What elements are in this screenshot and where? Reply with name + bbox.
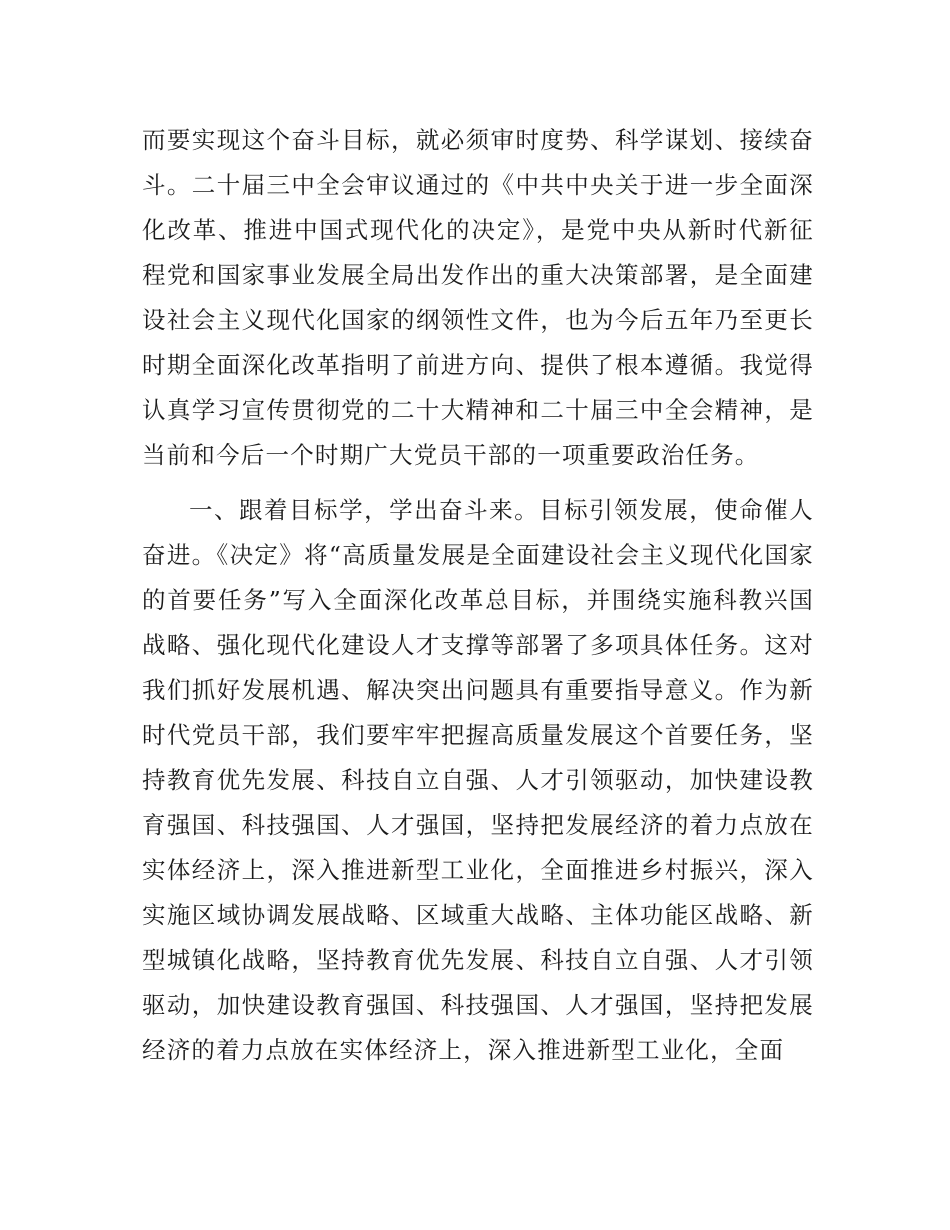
paragraph-section-one: 一、跟着目标学，学出奋斗来。目标引领发展，使命催人奋进。《决定》将“高质量发展是全面建设社会主义现代化国家的首要任务”写入全面深化改革总目标，并围绕实施科教兴国战略、强化现代化建设人才支撑等部署了多项具体任务。这对我们抓好发展机遇、解决突出问题具有重要指导意义。作为新时代党员干部，我们要牢牢把握高质量发展这个首要任务，坚持教育优先发展、科技自立自强、人才引领驱动，加快建设教育强国、科技强国、人才强国，坚持把发展经济的着力点放在实体经济上，深入推进新型工业化，全面推进乡村振兴，深入实施区域协调发展战略、区域重大战略、主体功能区战略、新型城镇化战略，坚持教育优先发展、科技自立自强、人才引领驱动，加快建设教育强国、科技强国、人才强国，坚持把发展经济的着力点放在实体经济上，深入推进新型工业化，全面 [142, 496, 814, 1064]
document-body [142, 118, 814, 1073]
paragraph-continuation: 而要实现这个奋斗目标，就必须审时度势、科学谋划、接续奋斗。二十届三中全会审议通过的《中共中央关于进一步全面深化改革、推进中国式现代化的决定》，是党中央从新时代新征程党和国家事业发展全局出发作出的重大决策部署，是全面建设社会主义现代化国家的纲领性文件，也为今后五年乃至更长时期全面深化改革指明了前进方向、提供了根本遵循。我觉得认真学习宣传贯彻党的二十大精神和二十届三中全会精神，是当前和今后一个时期广大党员干部的一项重要政治任务。 [142, 126, 814, 469]
